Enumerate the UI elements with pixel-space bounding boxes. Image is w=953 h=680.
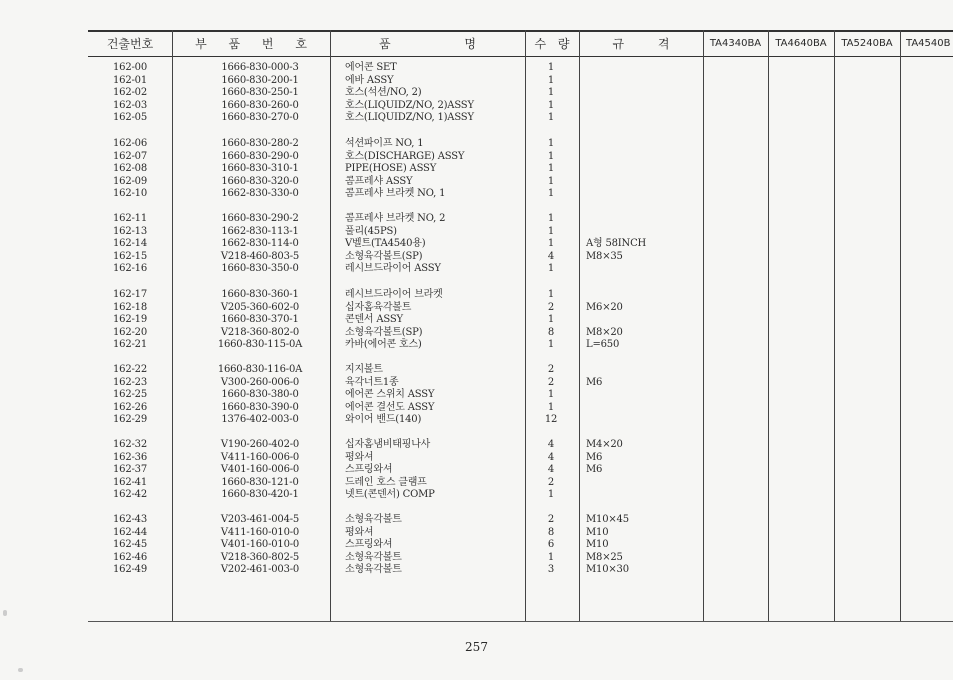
header-part-number: 부 품 번 호	[195, 37, 307, 51]
part-number: 1660-830-390-0	[221, 401, 299, 413]
part-number: 1376-402-003-0	[221, 414, 299, 426]
part-number: V202-461-003-0	[220, 564, 300, 576]
part-quantity: 1	[547, 62, 555, 73]
part-code: 162-36	[113, 451, 147, 463]
part-name: 콤프레샤 브라켓 NO, 2	[345, 213, 446, 224]
part-name: 에어콘 스위치 ASSY	[345, 389, 435, 401]
part-name: 십자홈육각볼트	[345, 301, 412, 313]
part-code: 162-21	[113, 339, 147, 351]
part-number: 1660-830-380-0	[221, 389, 299, 401]
part-name: 평와셔	[345, 451, 374, 463]
part-code: 162-18	[113, 301, 147, 313]
part-code: 162-20	[113, 326, 147, 338]
part-name: 카바(에어콘 호스)	[345, 339, 422, 351]
table-bottom-border	[88, 621, 953, 622]
part-name: 석션파이프 NO, 1	[345, 138, 424, 149]
part-quantity: 2	[547, 476, 555, 488]
part-quantity: 1	[547, 138, 555, 149]
part-name: 스프링와셔	[345, 464, 393, 476]
part-quantity: 4	[547, 464, 555, 476]
part-quantity: 1	[547, 238, 555, 250]
part-number: V205-360-602-0	[220, 301, 300, 313]
part-name: 호스(DISCHARGE) ASSY	[345, 150, 465, 162]
part-quantity: 1	[547, 225, 555, 237]
part-name: 소형육각볼트	[345, 514, 402, 525]
part-number: 1660-830-350-0	[221, 263, 299, 275]
part-number: 1662-830-114-0	[221, 238, 299, 250]
part-code: 162-45	[113, 539, 147, 551]
part-quantity: 3	[547, 564, 555, 576]
part-code: 162-44	[113, 526, 147, 538]
part-quantity: 12	[544, 414, 558, 426]
part-quantity: 1	[547, 389, 555, 401]
scan-speck	[18, 668, 23, 672]
part-quantity: 1	[547, 401, 555, 413]
part-spec: M8×35	[586, 250, 623, 262]
part-quantity: 1	[547, 99, 555, 111]
part-quantity: 1	[547, 213, 555, 224]
part-quantity: 2	[547, 376, 555, 388]
part-quantity: 1	[547, 112, 555, 124]
part-name: 지지볼트	[345, 364, 383, 375]
part-quantity: 2	[547, 301, 555, 313]
part-code: 162-06	[113, 138, 147, 149]
part-code: 162-43	[113, 514, 147, 525]
part-name: 드레인 호스 클램프	[345, 476, 427, 488]
part-quantity: 1	[547, 339, 555, 351]
part-code: 162-10	[113, 188, 147, 200]
header-model-ta4340ba: TA4340BA	[709, 38, 762, 49]
part-code: 162-32	[113, 439, 147, 450]
column-divider	[525, 30, 526, 621]
part-name: 소형육각볼트(SP)	[345, 326, 423, 338]
part-name: PIPE(HOSE) ASSY	[345, 163, 437, 175]
part-number: 1660-830-280-2	[221, 138, 299, 149]
part-name: 콤프레샤 ASSY	[345, 175, 413, 187]
part-quantity: 1	[547, 175, 555, 187]
part-quantity: 1	[547, 289, 555, 300]
part-spec: M10×45	[586, 514, 629, 525]
part-number: 1660-830-200-1	[221, 74, 299, 86]
part-name: 호스(LIQUIDZ/NO, 1)ASSY	[345, 112, 474, 124]
part-name: 평와셔	[345, 526, 374, 538]
part-quantity: 1	[547, 489, 555, 501]
part-number: 1660-830-320-0	[221, 175, 299, 187]
scan-speck	[3, 610, 7, 616]
part-code: 162-17	[113, 289, 147, 300]
page-number: 257	[465, 640, 488, 654]
part-name: 레시브드라이어 브라켓	[345, 289, 443, 300]
part-quantity: 4	[547, 439, 555, 450]
part-code: 162-49	[113, 564, 147, 576]
part-quantity: 2	[547, 514, 555, 525]
part-name: 풀리(45PS)	[345, 225, 397, 237]
header-code: 건출번호	[106, 37, 154, 51]
part-name: 넷트(콘덴서) COMP	[345, 489, 435, 501]
part-code: 162-13	[113, 225, 147, 237]
part-number: V218-360-802-0	[220, 326, 300, 338]
part-number: 1662-830-113-1	[221, 225, 299, 237]
part-quantity: 4	[547, 250, 555, 262]
part-code: 162-03	[113, 99, 147, 111]
part-name: 레시브드라이어 ASSY	[345, 263, 441, 275]
column-divider	[900, 30, 901, 621]
part-quantity: 8	[547, 526, 555, 538]
part-name: 에바 ASSY	[345, 74, 394, 86]
part-name: 소형육각볼트	[345, 551, 402, 563]
part-quantity: 1	[547, 263, 555, 275]
part-quantity: 1	[547, 163, 555, 175]
part-spec: M6×20	[586, 301, 623, 313]
part-code: 162-01	[113, 74, 147, 86]
part-code: 162-42	[113, 489, 147, 501]
part-name: 콘덴서 ASSY	[345, 314, 403, 326]
part-number: 1660-830-360-1	[221, 289, 299, 300]
part-quantity: 2	[547, 364, 555, 375]
part-name: 호스(석션/NO, 2)	[345, 87, 422, 99]
part-quantity: 1	[547, 87, 555, 99]
part-number: 1660-830-290-2	[221, 213, 299, 224]
part-code: 162-11	[113, 213, 147, 224]
part-number: 1660-830-290-0	[221, 150, 299, 162]
part-spec: M6	[586, 451, 603, 463]
part-number: 1660-830-310-1	[221, 163, 299, 175]
part-name: 호스(LIQUIDZ/NO, 2)ASSY	[345, 99, 474, 111]
part-code: 162-09	[113, 175, 147, 187]
part-spec: M8×25	[586, 551, 623, 563]
part-number: 1660-830-121-0	[221, 476, 299, 488]
part-name: 육각너트1종	[345, 376, 399, 388]
header-divider	[88, 56, 953, 57]
part-name: V벨트(TA4540용)	[345, 238, 426, 250]
part-name: 와이어 밴드(140)	[345, 414, 422, 426]
column-divider	[834, 30, 835, 621]
part-spec: M4×20	[586, 439, 623, 450]
part-number: V218-460-803-5	[220, 250, 300, 262]
part-quantity: 1	[547, 74, 555, 86]
part-number: V190-260-402-0	[220, 439, 300, 450]
part-number: 1660-830-370-1	[221, 314, 299, 326]
part-quantity: 1	[547, 150, 555, 162]
part-code: 162-16	[113, 263, 147, 275]
part-name: 십자홈냄비태핑나사	[345, 439, 431, 450]
column-divider	[703, 30, 704, 621]
part-number: 1660-830-250-1	[221, 87, 299, 99]
part-code: 162-25	[113, 389, 147, 401]
column-divider	[768, 30, 769, 621]
part-quantity: 8	[547, 326, 555, 338]
part-name: 스프링와셔	[345, 539, 393, 551]
part-code: 162-26	[113, 401, 147, 413]
part-code: 162-29	[113, 414, 147, 426]
part-spec: M8×20	[586, 326, 623, 338]
header-model-ta5240ba: TA5240BA	[841, 38, 893, 49]
part-spec: M10×30	[586, 564, 629, 576]
part-code: 162-15	[113, 250, 147, 262]
part-code: 162-37	[113, 464, 147, 476]
part-spec: A형 58INCH	[586, 238, 647, 250]
part-number: V218-360-802-5	[220, 551, 300, 563]
part-code: 162-00	[113, 62, 147, 73]
part-spec: M6	[586, 376, 603, 388]
part-number: V411-160-010-0	[220, 526, 300, 538]
part-number: 1660-830-420-1	[221, 489, 299, 501]
part-number: 1660-830-270-0	[221, 112, 299, 124]
part-code: 162-05	[113, 112, 147, 124]
part-quantity: 1	[547, 188, 555, 200]
part-name: 소형육각볼트(SP)	[345, 250, 423, 262]
part-spec: M10	[586, 526, 609, 538]
part-code: 162-08	[113, 163, 147, 175]
part-quantity: 4	[547, 451, 555, 463]
part-spec: L=650	[586, 339, 620, 351]
part-number: V401-160-010-0	[220, 539, 300, 551]
part-number: 1662-830-330-0	[221, 188, 299, 200]
header-spec: 규 격	[612, 37, 670, 51]
part-quantity: 1	[547, 314, 555, 326]
part-quantity: 6	[547, 539, 555, 551]
part-number: V300-260-006-0	[220, 376, 300, 388]
header-model-ta4540b: TA4540B	[906, 38, 951, 49]
part-code: 162-46	[113, 551, 147, 563]
part-quantity: 1	[547, 551, 555, 563]
part-code: 162-22	[113, 364, 147, 375]
part-code: 162-14	[113, 238, 147, 250]
header-model-ta4640ba: TA4640BA	[775, 38, 827, 49]
part-spec: M10	[586, 539, 609, 551]
part-spec: M6	[586, 464, 603, 476]
part-name: 콤프레샤 브라켓 NO, 1	[345, 188, 446, 200]
part-code: 162-02	[113, 87, 147, 99]
part-code: 162-07	[113, 150, 147, 162]
part-number: 1660-830-116-0A	[217, 364, 303, 375]
part-number: 1660-830-260-0	[221, 99, 299, 111]
part-name: 에어콘 SET	[345, 62, 397, 73]
part-number: 1666-830-000-3	[221, 62, 299, 73]
header-quantity: 수 량	[534, 37, 570, 51]
header-name: 품 명	[379, 37, 476, 51]
part-number: V203-461-004-5	[220, 514, 300, 525]
part-code: 162-41	[113, 476, 147, 488]
part-code: 162-23	[113, 376, 147, 388]
part-name: 에어콘 결선도 ASSY	[345, 401, 435, 413]
column-divider	[172, 30, 173, 621]
part-code: 162-19	[113, 314, 147, 326]
column-divider	[579, 30, 580, 621]
part-number: V411-160-006-0	[220, 451, 300, 463]
part-number: 1660-830-115-0A	[217, 339, 303, 351]
part-name: 소형육각볼트	[345, 564, 402, 576]
part-number: V401-160-006-0	[220, 464, 300, 476]
